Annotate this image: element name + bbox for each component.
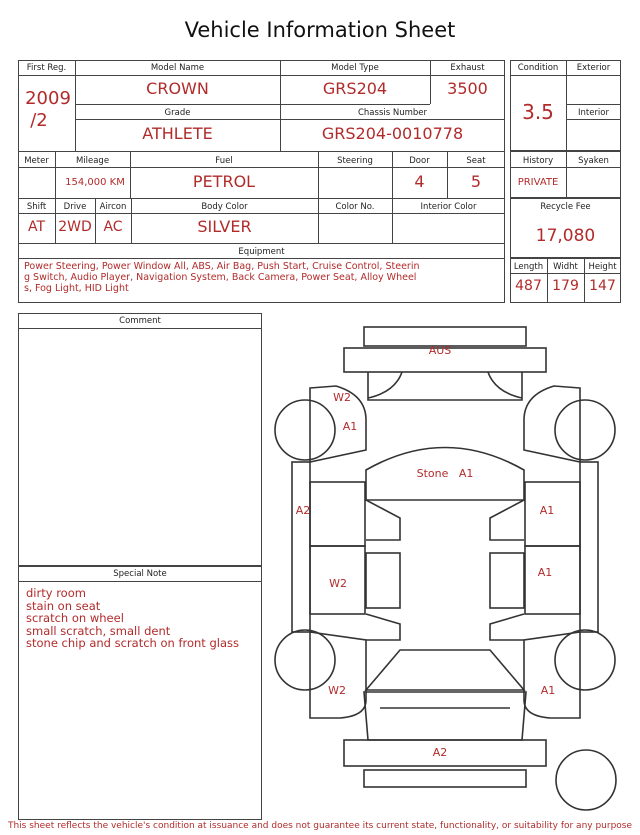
history-label: History bbox=[522, 156, 554, 166]
sheet-title: Vehicle Information Sheet bbox=[184, 18, 456, 42]
special-note-line: stone chip and scratch on front glass bbox=[26, 636, 239, 650]
mark-left-front-door: A2 bbox=[295, 504, 311, 517]
seat-value: 5 bbox=[470, 172, 482, 191]
mark-front-left-fender-top: W2 bbox=[333, 391, 351, 404]
first-reg-label: First Reg. bbox=[26, 63, 67, 73]
width-value: 179 bbox=[552, 278, 579, 294]
special-note-line: small scratch, small dent bbox=[26, 623, 171, 638]
body-color-value: SILVER bbox=[197, 217, 252, 236]
trunk bbox=[364, 692, 526, 740]
right-rear-door bbox=[525, 546, 580, 614]
model-type-label: Model Type bbox=[331, 63, 379, 73]
exhaust-value: 3500 bbox=[447, 79, 488, 98]
rear-left-fender bbox=[310, 632, 366, 718]
height-value: 147 bbox=[589, 278, 616, 294]
front-right-wheel bbox=[555, 400, 615, 460]
rear-window bbox=[366, 650, 524, 690]
recycle-fee-label: Recycle Fee bbox=[540, 202, 591, 212]
model-name-value: CROWN bbox=[146, 79, 209, 98]
door-label: Door bbox=[409, 156, 430, 166]
condition-value: 3.5 bbox=[522, 100, 554, 124]
front-left-wheel bbox=[275, 400, 335, 460]
meter-label: Meter bbox=[24, 156, 49, 166]
left-front-door bbox=[310, 482, 365, 546]
shift-value: AT bbox=[27, 219, 46, 235]
rear-bumper-bottom bbox=[364, 770, 526, 787]
special-note-label: Special Note bbox=[113, 569, 167, 579]
chassis-value: GRS204-0010778 bbox=[321, 124, 464, 143]
special-note-line: scratch on wheel bbox=[26, 611, 124, 625]
comment-label: Comment bbox=[119, 316, 161, 326]
interior-color-label: Interior Color bbox=[420, 202, 477, 212]
mark-front-bumper: AUS bbox=[428, 344, 452, 357]
equipment-value: Power Steering, Power Window All, ABS, Air Bag, Push Start, Cruise Control, Steering Switch, Audio Player, Navigation System, Back Camera, Power Seat, Alloy Wheels, Fog Light, HID Light bbox=[24, 261, 420, 294]
rear-right-wheel bbox=[555, 630, 615, 690]
history-value: PRIVATE bbox=[517, 177, 559, 188]
fuel-value: PETROL bbox=[192, 172, 256, 191]
grade-value: ATHLETE bbox=[142, 124, 213, 143]
exhaust-label: Exhaust bbox=[450, 63, 485, 73]
grade-label: Grade bbox=[164, 108, 191, 118]
rear-left-wheel bbox=[275, 630, 335, 690]
first-reg-year: 2009 bbox=[25, 88, 71, 109]
model-name-label: Model Name bbox=[150, 63, 205, 73]
aircon-label: Aircon bbox=[99, 202, 127, 212]
mileage-value: 154,000 KM bbox=[65, 177, 125, 188]
syaken-label: Syaken bbox=[578, 156, 609, 166]
hood bbox=[368, 372, 522, 400]
interior-label: Interior bbox=[577, 108, 609, 118]
condition-label: Condition bbox=[517, 63, 559, 73]
mark-front-left-fender: A1 bbox=[342, 420, 358, 433]
mileage-label: Mileage bbox=[75, 156, 110, 166]
rear-right-fender bbox=[524, 632, 580, 718]
seat-label: Seat bbox=[466, 156, 486, 166]
model-type-value: GRS204 bbox=[322, 79, 388, 98]
disclaimer-footer: This sheet reflects the vehicle's condition at issuance and does not guarantee its current state, functionality, or suitability for any purpose bbox=[7, 821, 633, 831]
first-reg-month: /2 bbox=[30, 110, 48, 131]
special-note-line: dirty room bbox=[26, 586, 86, 600]
drive-label: Drive bbox=[63, 202, 87, 212]
mark-rear-bumper: A2 bbox=[432, 746, 448, 759]
chassis-label: Chassis Number bbox=[357, 108, 428, 118]
width-label: Widht bbox=[553, 262, 578, 272]
length-label: Length bbox=[513, 262, 544, 272]
mark-right-front-door: A1 bbox=[539, 504, 555, 517]
special-note-line: stain on seat bbox=[26, 598, 101, 613]
equipment-label: Equipment bbox=[238, 247, 285, 257]
mark-right-rear-door: A1 bbox=[537, 566, 553, 579]
mark-windshield: Stone A1 bbox=[416, 467, 474, 480]
exterior-label: Exterior bbox=[576, 63, 611, 73]
body-color-label: Body Color bbox=[201, 202, 248, 212]
height-label: Height bbox=[588, 262, 617, 272]
mark-right-rear-fender: A1 bbox=[540, 684, 556, 697]
aircon-value: AC bbox=[103, 219, 123, 235]
fuel-label: Fuel bbox=[215, 156, 233, 166]
recycle-fee-value: 17,080 bbox=[535, 226, 596, 246]
length-value: 487 bbox=[515, 278, 542, 294]
steering-label: Steering bbox=[337, 156, 373, 166]
color-no-label: Color No. bbox=[335, 202, 375, 212]
door-value: 4 bbox=[414, 172, 425, 191]
front-right-fender bbox=[524, 386, 580, 462]
shift-label: Shift bbox=[26, 202, 47, 212]
spare-tire bbox=[556, 750, 616, 810]
mark-left-rear-fender: W2 bbox=[328, 684, 346, 697]
drive-value: 2WD bbox=[58, 219, 92, 235]
mark-left-rear-door: W2 bbox=[329, 577, 347, 590]
